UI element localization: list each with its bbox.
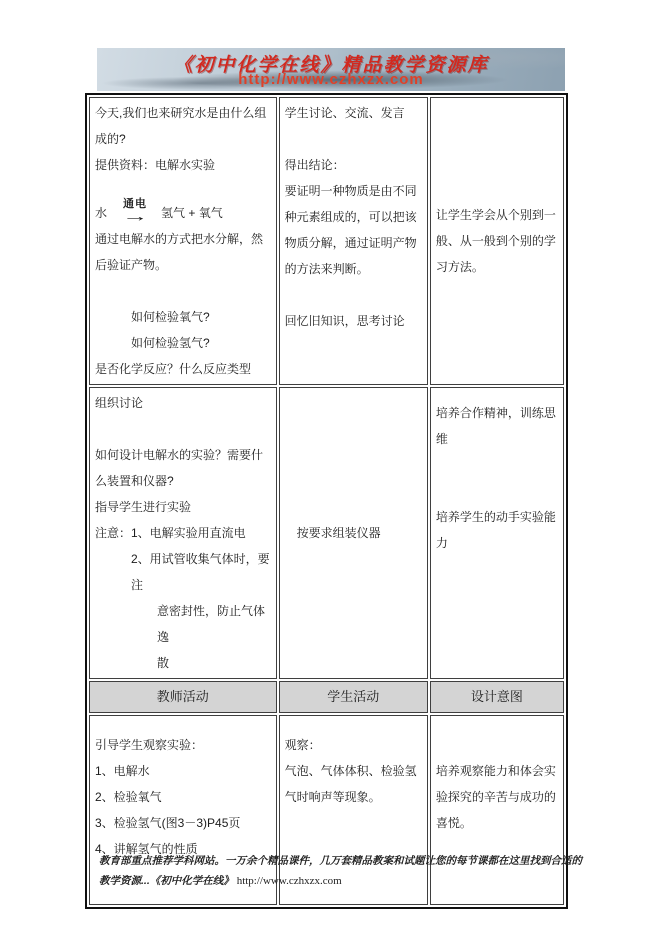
paragraph: 学生讨论、交流、发言 xyxy=(284,106,405,120)
cell-teacher-activity-2 xyxy=(89,387,277,679)
footer-url-link[interactable]: http://www.czhxzx.com xyxy=(236,875,342,887)
paragraph: 今天,我们也来研究水是由什么组成的? xyxy=(95,106,267,146)
footer-line1: 教育部重点推荐学科网站。一万余个精品课件，几万套精品教案和试题让您的每节课都在这里找到合适的 xyxy=(99,855,582,867)
cell-student-activity-2 xyxy=(279,387,428,679)
equation-reactant: 水 xyxy=(95,206,108,220)
paragraph: 气泡、气体体积、检验氢气时响声等现象。 xyxy=(284,764,417,804)
cell-design-intent-2 xyxy=(430,387,564,679)
table-row xyxy=(89,97,564,385)
cell-design-intent-1 xyxy=(430,97,564,385)
list-item: 3、检验氢气(图3－3)P45页 xyxy=(95,816,241,830)
table-header-row xyxy=(89,681,564,713)
reaction-arrow-group xyxy=(121,197,149,224)
paragraph: 组织讨论 xyxy=(95,396,144,410)
right-arrow-icon: → xyxy=(121,208,149,224)
reaction-condition: 通电 xyxy=(123,198,148,210)
paragraph: 观察： xyxy=(284,738,321,752)
footer-line2-text: 教学资源...《初中化学在线》 xyxy=(99,875,234,887)
spacer xyxy=(436,452,558,478)
site-banner xyxy=(97,48,565,91)
paragraph: 是否化学反应？什么反应类型 xyxy=(95,362,252,376)
column-header-intent: 设计意图 xyxy=(430,681,564,713)
paragraph: 指导学生进行实验 xyxy=(95,500,192,514)
paragraph: 按要求组装仪器 xyxy=(296,526,381,540)
spacer xyxy=(436,478,558,504)
spacer xyxy=(95,416,271,442)
paragraph: 通过电解水的方式把水分解，然后验证产物。 xyxy=(95,232,264,272)
page-footer xyxy=(99,851,639,891)
table-row xyxy=(89,387,564,679)
column-header-student: 学生活动 xyxy=(279,681,428,713)
spacer xyxy=(285,282,422,308)
note-line: 2、用试管收集气体时，要注 xyxy=(131,552,270,592)
paragraph: 引导学生观察实验： xyxy=(95,738,204,752)
list-item: 1、电解水 xyxy=(95,764,150,778)
question-line: 如何检验氧气? xyxy=(131,310,210,324)
banner-title: 《初中化学在线》精品教学资源库 xyxy=(173,55,489,76)
note-line: 意密封性，防止气体逸 xyxy=(157,604,266,644)
spacer xyxy=(95,278,271,304)
lesson-plan-table xyxy=(85,93,568,909)
paragraph: 让学生学会从个别到一般、从一般到个别的学习方法。 xyxy=(435,208,556,274)
cell-student-activity-1 xyxy=(279,97,428,385)
note-line: 散 xyxy=(157,656,170,670)
paragraph: 如何设计电解水的实验？需要什么装置和仪器? xyxy=(95,448,264,488)
chemical-equation xyxy=(95,178,271,226)
question-line: 如何检验氢气? xyxy=(131,336,210,350)
column-header-teacher: 教师活动 xyxy=(89,681,277,713)
paragraph: 培养合作精神，训练思维 xyxy=(435,406,556,446)
list-item: 2、检验氧气 xyxy=(95,790,162,804)
list-item: 4、讲解氢气的性质 xyxy=(95,842,198,856)
paragraph: 培养学生的动手实验能力 xyxy=(435,510,556,550)
banner-url-link[interactable]: http://www.czhxzx.com xyxy=(238,71,424,88)
spacer xyxy=(285,126,422,152)
paragraph: 提供资料：电解水实验 xyxy=(95,158,216,172)
paragraph: 要证明一种物质是由不同种元素组成的，可以把该物质分解，通过证明产物的方法来判断。 xyxy=(284,184,417,276)
note-line: 注意：1、电解实验用直流电 xyxy=(95,526,246,540)
paragraph: 回忆旧知识，思考讨论 xyxy=(284,314,405,328)
equation-products: 氢气 + 氧气 xyxy=(161,206,223,220)
paragraph: 培养观察能力和体会实验探究的辛苦与成功的喜悦。 xyxy=(435,764,556,830)
footer-line2 xyxy=(99,871,639,891)
cell-teacher-activity-1 xyxy=(89,97,277,385)
paragraph: 得出结论： xyxy=(284,158,345,172)
